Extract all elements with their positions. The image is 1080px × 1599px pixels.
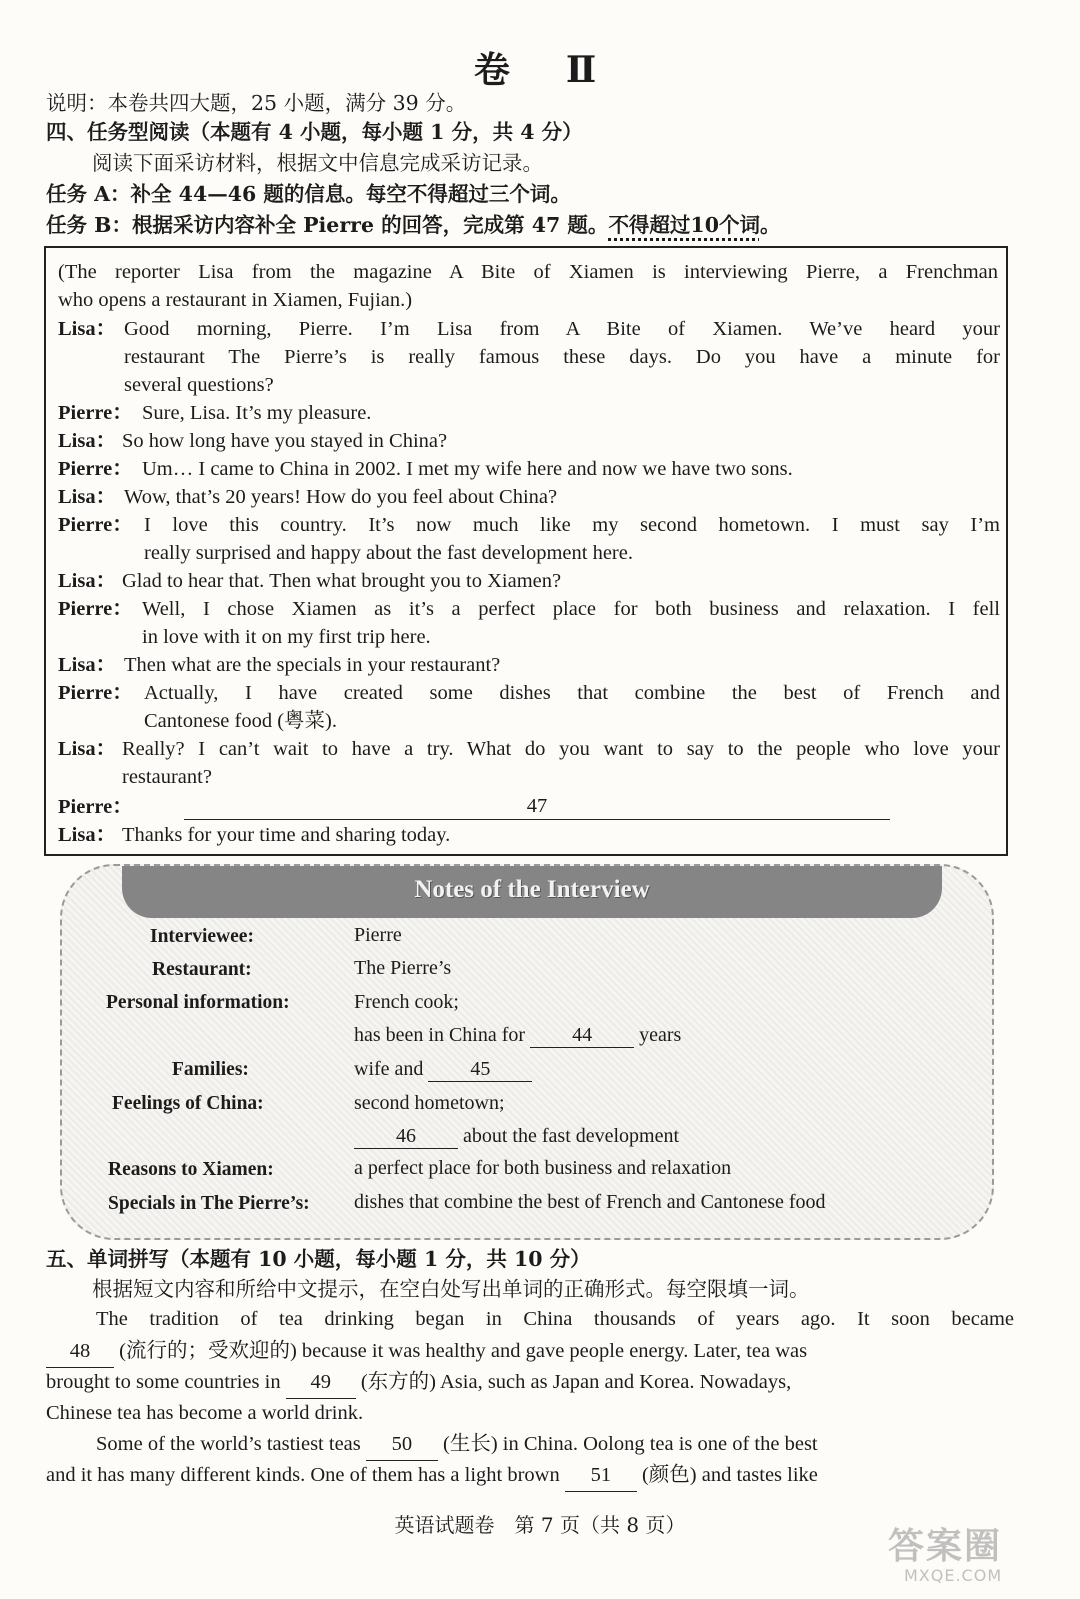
- notes-label: Specials in The Pierre’s:: [108, 1193, 310, 1214]
- notes-label: Reasons to Xiamen:: [108, 1159, 274, 1180]
- task-b-text: 任务 B：根据采访内容补全 Pierre 的回答，完成第 47 题。: [46, 213, 609, 237]
- dialogue-line: in love with it on my first trip here.: [142, 626, 431, 648]
- speaker-label: Lisa：: [58, 570, 117, 592]
- dialogue-line: really surprised and happy about the fast development here.: [144, 542, 633, 564]
- dialogue-line: Wow, that’s 20 years! How do you feel about China?: [124, 486, 558, 508]
- answer-blank-50[interactable]: 50: [366, 1429, 438, 1461]
- notes-value-text: wife and: [354, 1058, 424, 1080]
- dialogue-line: Sure, Lisa. It’s my pleasure.: [142, 402, 372, 424]
- notes-value: [354, 1058, 532, 1082]
- notes-label: Restaurant:: [152, 959, 252, 980]
- task-b-end: 。: [759, 213, 781, 237]
- notes-label: Feelings of China:: [112, 1093, 264, 1114]
- speaker-label: Pierre：: [58, 598, 133, 620]
- notes-value-text: about the fast development: [463, 1125, 680, 1147]
- answer-blank-49[interactable]: 49: [286, 1367, 356, 1399]
- speaker-label: Lisa：: [58, 486, 117, 508]
- answer-blank-46[interactable]: 46: [354, 1125, 458, 1149]
- speaker-label: Lisa：: [58, 824, 117, 846]
- dialogue-line: restaurant The Pierre’s is really famous these days. Do you have a minute for: [124, 346, 1000, 368]
- dialogue-line: several questions?: [124, 374, 274, 396]
- watermark-url: MXQE.COM: [904, 1566, 1003, 1585]
- speaker-label: Pierre：: [58, 682, 133, 704]
- answer-blank-44[interactable]: 44: [530, 1024, 634, 1048]
- dialogue-line: Thanks for your time and sharing today.: [122, 824, 451, 846]
- dialogue-line: Really? I can’t wait to have a try. What do you want to say to the people who love your: [122, 738, 1000, 760]
- notes-label: Interviewee:: [150, 926, 254, 947]
- notes-value: [354, 1024, 681, 1048]
- section-5-heading: 五、单词拼写（本题有 10 小题，每小题 1 分，共 10 分）: [46, 1247, 591, 1271]
- interview-box: [44, 246, 1008, 856]
- notes-header: [122, 866, 942, 918]
- passage-text: brought to some countries in: [46, 1371, 281, 1393]
- dialogue-line: restaurant?: [122, 766, 212, 788]
- notes-value: second hometown;: [354, 1092, 505, 1114]
- dialogue-line: So how long have you stayed in China?: [122, 430, 448, 452]
- speaker-label: Lisa：: [58, 738, 117, 760]
- notes-value: The Pierre’s: [354, 957, 452, 979]
- notes-label: Families:: [172, 1059, 249, 1080]
- passage-text: (生长) in China. Oolong tea is one of the best: [443, 1433, 818, 1455]
- task-b-emphasis: 不得超过10个词: [608, 213, 760, 237]
- section-5-instruction: 根据短文内容和所给中文提示，在空白处写出单词的正确形式。每空限填一词。: [92, 1277, 810, 1301]
- watermark-text: 答案圈: [888, 1526, 1003, 1567]
- answer-blank-51[interactable]: 51: [565, 1460, 637, 1492]
- task-b: [46, 210, 780, 240]
- interview-notes-card: [60, 864, 994, 1240]
- speaker-label: Pierre：: [58, 458, 133, 480]
- passage-line: [96, 1429, 1064, 1461]
- speaker-label: Lisa：: [58, 318, 117, 340]
- section-4-instruction: 阅读下面采访材料，根据文中信息完成采访记录。: [92, 151, 543, 175]
- notes-label: Personal information:: [106, 992, 290, 1013]
- notes-value: dishes that combine the best of French and Cantonese food: [354, 1191, 826, 1213]
- passage-line: Chinese tea has become a world drink.: [46, 1402, 364, 1424]
- dialogue-line: Well, I chose Xiamen as it’s a perfect place for both business and relaxation. I fell: [142, 598, 1000, 620]
- dialogue-line: I love this country. It’s now much like my second hometown. I must say I’m: [144, 514, 1000, 536]
- dialogue-line: Then what are the specials in your restaurant?: [124, 654, 501, 676]
- section-4-heading: 四、任务型阅读（本题有 4 小题，每小题 1 分，共 4 分）: [46, 120, 583, 144]
- dialogue-line: Good morning, Pierre. I’m Lisa from A Bite of Xiamen. We’ve heard your: [124, 318, 1000, 340]
- dialogue-line: Cantonese food (粤菜).: [144, 710, 337, 732]
- answer-blank-47[interactable]: 47: [184, 793, 890, 820]
- task-a: 任务 A：补全 44—46 题的信息。每空不得超过三个词。: [46, 182, 571, 206]
- passage-text: (东方的) Asia, such as Japan and Korea. Nowadays,: [360, 1371, 792, 1393]
- notes-value-text: has been in China for: [354, 1024, 526, 1046]
- paper-intro: 说明：本卷共四大题，25 小题，满分 39 分。: [46, 91, 467, 115]
- interview-intro-line-1: (The reporter Lisa from the magazine A Bite of Xiamen is interviewing Pierre, a Frenchman: [58, 261, 998, 283]
- passage-text: (颜色) and tastes like: [641, 1464, 818, 1486]
- dialogue-line: Um… I came to China in 2002. I met my wife here and now we have two sons.: [142, 458, 793, 480]
- interview-intro-line-2: who opens a restaurant in Xiamen, Fujian.): [58, 289, 413, 311]
- notes-title: Notes of the Interview: [414, 876, 650, 903]
- speaker-label: Lisa：: [58, 654, 117, 676]
- passage-line: [46, 1367, 1014, 1399]
- passage-text: Some of the world’s tastiest teas: [96, 1433, 361, 1455]
- watermark-logo: [880, 1518, 1050, 1588]
- passage-line: [46, 1460, 1014, 1492]
- speaker-label: Pierre：: [58, 796, 133, 818]
- page-footer: 英语试题卷 第 7 页（共 8 页）: [394, 1513, 686, 1537]
- passage-line: The tradition of tea drinking began in China thousands of years ago. It soon became: [96, 1308, 1014, 1330]
- dialogue-line: Glad to hear that. Then what brought you to Xiamen?: [122, 570, 562, 592]
- notes-value: [354, 1125, 679, 1149]
- notes-value: French cook;: [354, 991, 459, 1013]
- paper-title: 卷 Ⅱ: [473, 49, 607, 91]
- answer-blank-45[interactable]: 45: [428, 1058, 532, 1082]
- passage-text: and it has many different kinds. One of them has a light brown: [46, 1464, 560, 1486]
- speaker-label: Pierre：: [58, 402, 133, 424]
- notes-value: a perfect place for both business and relaxation: [354, 1157, 732, 1179]
- speaker-label: Pierre：: [58, 514, 133, 536]
- dialogue-line: Actually, I have created some dishes that combine the best of French and: [144, 682, 1000, 704]
- passage-text: (流行的；受欢迎的) because it was healthy and gave people energy. Later, tea was: [119, 1340, 808, 1362]
- answer-blank-48[interactable]: 48: [46, 1336, 114, 1368]
- notes-value-text: years: [639, 1024, 682, 1046]
- speaker-label: Lisa：: [58, 430, 117, 452]
- passage-line: [46, 1336, 1014, 1368]
- notes-value: Pierre: [354, 924, 402, 946]
